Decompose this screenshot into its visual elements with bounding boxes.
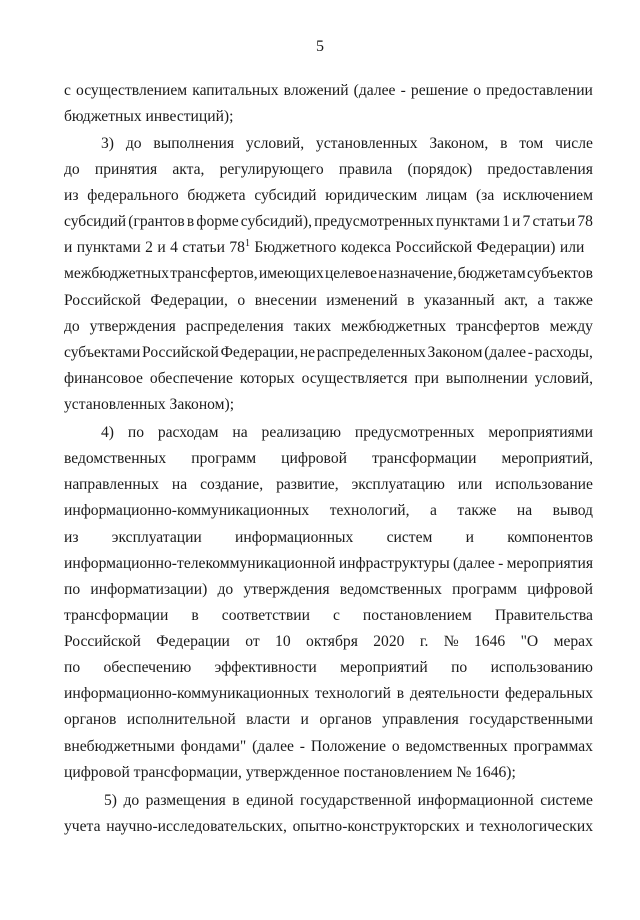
word: компонентов xyxy=(507,529,593,546)
word: мероприятия xyxy=(506,555,593,572)
word: трансформации xyxy=(64,607,169,624)
word: обеспечению xyxy=(103,659,192,676)
word: (порядок) xyxy=(407,161,473,178)
word: Федерации, xyxy=(150,292,228,309)
word: также xyxy=(553,292,593,309)
text-line xyxy=(64,476,593,494)
word: имеющих xyxy=(258,265,324,282)
word: предоставлении xyxy=(486,82,593,99)
word: мероприятий xyxy=(340,659,428,676)
word: деятельности xyxy=(409,685,500,702)
text-line xyxy=(64,450,593,468)
word: по xyxy=(64,581,81,598)
word: соответствии xyxy=(221,607,310,624)
word: октября xyxy=(306,633,358,650)
word: реализацию xyxy=(261,424,342,441)
word: Положение xyxy=(310,738,386,755)
word: в xyxy=(407,292,415,309)
text-line xyxy=(64,161,593,179)
word: информатизации) xyxy=(90,581,208,598)
word: "О xyxy=(520,633,539,650)
word: правила xyxy=(338,161,393,178)
word: - xyxy=(400,82,406,99)
text-line xyxy=(101,424,593,442)
word: информационных xyxy=(235,529,354,546)
word: Федерации, xyxy=(220,344,299,361)
text-line xyxy=(64,529,593,547)
word: которых xyxy=(239,370,295,387)
word: в xyxy=(396,685,405,702)
word: или xyxy=(457,476,483,493)
word: внебюджетными xyxy=(64,738,175,755)
word: предоставления xyxy=(487,161,593,178)
word: между xyxy=(549,318,593,335)
text-line xyxy=(101,135,593,153)
word: из xyxy=(64,529,79,546)
word: (грантов xyxy=(128,213,185,230)
word: направленных xyxy=(64,476,159,493)
word: Законом, xyxy=(429,135,489,152)
word: - xyxy=(498,555,504,572)
word: вложений xyxy=(283,82,349,99)
word: выполнении xyxy=(445,370,528,387)
word: технологических xyxy=(479,818,593,835)
word: расходам xyxy=(157,424,219,441)
word: (далее xyxy=(353,82,396,99)
word: - xyxy=(299,738,305,755)
word: не xyxy=(299,344,316,361)
text-line xyxy=(64,292,593,310)
text-line xyxy=(64,633,593,651)
word: по xyxy=(127,424,144,441)
word: субсидий xyxy=(64,213,127,230)
word: развитие, xyxy=(276,476,339,493)
word: 3) xyxy=(101,135,114,152)
word: до xyxy=(64,318,80,335)
word: распределения xyxy=(185,318,284,335)
word: предусмотренных xyxy=(354,424,475,441)
word: распределенных xyxy=(316,344,426,361)
word: регулирующего xyxy=(219,161,324,178)
text-fragment: Бюджетного кодекса Российской Федерации) или xyxy=(254,239,585,256)
word: эксплуатацию xyxy=(351,476,445,493)
word: научно-исследовательских, xyxy=(106,818,287,835)
word: федерального xyxy=(87,187,179,204)
word: условий, xyxy=(245,135,305,152)
word: утверждения xyxy=(243,581,330,598)
word: мероприятиями xyxy=(488,424,593,441)
word: в xyxy=(191,607,199,624)
word: межбюджетных xyxy=(341,318,447,335)
word: 7 xyxy=(522,213,531,230)
word: трансфертов, xyxy=(170,265,258,282)
word: цифровой xyxy=(281,450,347,467)
word: ведомственных xyxy=(405,738,508,755)
word: создание, xyxy=(200,476,264,493)
word: внесении xyxy=(254,292,317,309)
text-line xyxy=(64,239,593,257)
word: в xyxy=(232,792,240,809)
word: бюджетам xyxy=(457,265,526,282)
word: лицам xyxy=(425,187,468,204)
word: исключением xyxy=(503,187,593,204)
word: целевое xyxy=(324,265,378,282)
word: 1646 xyxy=(474,633,506,650)
word: бюджета xyxy=(187,187,246,204)
word: 1 xyxy=(502,213,510,230)
word: Федерации xyxy=(156,633,230,650)
word: от xyxy=(245,633,260,650)
page-number: 5 xyxy=(316,38,324,55)
word: Законом xyxy=(427,344,483,361)
word: - xyxy=(527,344,533,361)
word: власти xyxy=(246,711,291,728)
word: до xyxy=(217,581,234,598)
word: Правительства xyxy=(494,607,593,624)
word: акта, xyxy=(172,161,205,178)
text-line xyxy=(64,659,593,677)
text-line xyxy=(64,265,593,283)
word: мероприятий, xyxy=(501,450,593,467)
word: Российской xyxy=(64,292,141,309)
word: до xyxy=(123,792,140,809)
word: юридическим xyxy=(325,187,418,204)
word: 10 xyxy=(275,633,291,650)
word: условий, xyxy=(534,370,593,387)
word: акт, xyxy=(504,292,529,309)
word: утверждения xyxy=(89,318,176,335)
word: также xyxy=(457,502,497,519)
text-line xyxy=(64,555,593,573)
word: в xyxy=(186,213,195,230)
word: учета xyxy=(64,818,101,835)
word: а xyxy=(430,502,437,519)
word: выполнения xyxy=(153,135,235,152)
text-line xyxy=(64,581,593,599)
word: трансфертов xyxy=(456,318,540,335)
text-line xyxy=(64,82,593,100)
word: ведомственных xyxy=(339,581,442,598)
word: г. xyxy=(419,633,429,650)
word: трансформации xyxy=(372,450,477,467)
word: Российской xyxy=(64,633,141,650)
text-line xyxy=(104,792,593,810)
word: цифровой xyxy=(527,581,593,598)
word: фондами" xyxy=(180,738,247,755)
word: системе xyxy=(540,792,593,809)
word: инфраструктуры xyxy=(338,555,450,572)
text-line xyxy=(64,187,593,205)
word: таких xyxy=(293,318,332,335)
word: (далее xyxy=(484,344,527,361)
word: и xyxy=(300,711,309,728)
word: изменений xyxy=(326,292,398,309)
word: до xyxy=(64,161,80,178)
word: и xyxy=(465,529,475,546)
text-line xyxy=(64,502,593,520)
word: информационно-коммуникационных xyxy=(64,502,310,519)
word: технологий xyxy=(315,685,391,702)
text-line: цифровой трансформации, утвержденное постановлением № 1646); xyxy=(64,764,516,781)
word: с xyxy=(64,82,71,99)
word: Российской xyxy=(142,344,219,361)
word: том xyxy=(519,135,544,152)
word: эксплуатации xyxy=(111,529,202,546)
text-line xyxy=(64,344,593,362)
word: государственной xyxy=(300,792,412,809)
word: по xyxy=(64,659,81,676)
word: статьи xyxy=(532,213,576,230)
word: с xyxy=(332,607,340,624)
word: из xyxy=(64,187,79,204)
word: и xyxy=(512,213,521,230)
word: эффективности xyxy=(214,659,317,676)
word: осуществлением xyxy=(76,82,188,99)
word: пунктами xyxy=(435,213,500,230)
word: мерах xyxy=(553,633,593,650)
word: в xyxy=(500,135,508,152)
text-line xyxy=(64,370,593,388)
word: информационно-телекоммуникационной xyxy=(64,555,336,572)
text-line xyxy=(64,607,593,625)
word: вывод xyxy=(552,502,593,519)
word: (далее xyxy=(453,555,495,572)
word: финансовое xyxy=(64,370,143,387)
word: принятия xyxy=(94,161,158,178)
word: на xyxy=(171,476,188,493)
word: а xyxy=(537,292,545,309)
word: исполнительной xyxy=(126,711,236,728)
word: о xyxy=(237,292,246,309)
word: размещения xyxy=(145,792,226,809)
word: 2020 xyxy=(373,633,405,650)
word: управления xyxy=(382,711,459,728)
word: систем xyxy=(386,529,433,546)
word: по xyxy=(451,659,468,676)
word: установленных xyxy=(315,135,418,152)
word: 5) xyxy=(104,792,117,809)
word: предусмотренных xyxy=(314,213,434,230)
text-line xyxy=(64,318,593,336)
word: единой xyxy=(246,792,294,809)
word: (за xyxy=(475,187,495,204)
word: форме xyxy=(196,213,239,230)
text-fragment: и пунктами 2 и 4 статьи 78 xyxy=(64,239,245,256)
word: расходы, xyxy=(534,344,593,361)
word: межбюджетных xyxy=(64,265,170,282)
word: органов xyxy=(319,711,372,728)
word: и xyxy=(465,818,474,835)
word: капитальных xyxy=(192,82,279,99)
text-line: установленных Законом); xyxy=(64,396,235,413)
word: использование xyxy=(495,476,593,493)
word: субсидий xyxy=(254,187,317,204)
word: информационной xyxy=(417,792,534,809)
word: постановлением xyxy=(362,607,472,624)
word: технологий, xyxy=(329,502,410,519)
word: субъектами xyxy=(64,344,141,361)
word: субсидий), xyxy=(240,213,312,230)
word: указанный xyxy=(424,292,495,309)
word: 78 xyxy=(577,213,593,230)
word: программ xyxy=(452,581,517,598)
word: органов xyxy=(64,711,117,728)
word: субъектов xyxy=(526,265,593,282)
text-line xyxy=(64,213,593,231)
word: программ xyxy=(191,450,257,467)
word: назначение, xyxy=(378,265,457,282)
word: федеральных xyxy=(504,685,593,702)
text-line xyxy=(64,818,593,836)
word: о xyxy=(391,738,400,755)
text-line xyxy=(64,711,593,729)
word: на xyxy=(516,502,533,519)
word: (далее xyxy=(252,738,294,755)
word: информационно-коммуникационных xyxy=(64,685,310,702)
word: о xyxy=(473,82,482,99)
text-line: бюджетных инвестиций); xyxy=(64,108,234,125)
word: осуществляется xyxy=(301,370,408,387)
text-line xyxy=(64,738,593,756)
word: использованию xyxy=(490,659,593,676)
word: решение xyxy=(410,82,469,99)
word: на xyxy=(232,424,248,441)
word: программах xyxy=(513,738,593,755)
word: до xyxy=(125,135,142,152)
word: опытно-конструкторских xyxy=(292,818,460,835)
word: государственными xyxy=(469,711,593,728)
text-line xyxy=(64,685,593,703)
word: при xyxy=(414,370,439,387)
word: обеспечение xyxy=(149,370,233,387)
word: ведомственных xyxy=(64,450,167,467)
word: 4) xyxy=(101,424,114,441)
word: № xyxy=(443,633,459,650)
word: числе xyxy=(555,135,593,152)
superscript: 1 xyxy=(244,238,250,249)
